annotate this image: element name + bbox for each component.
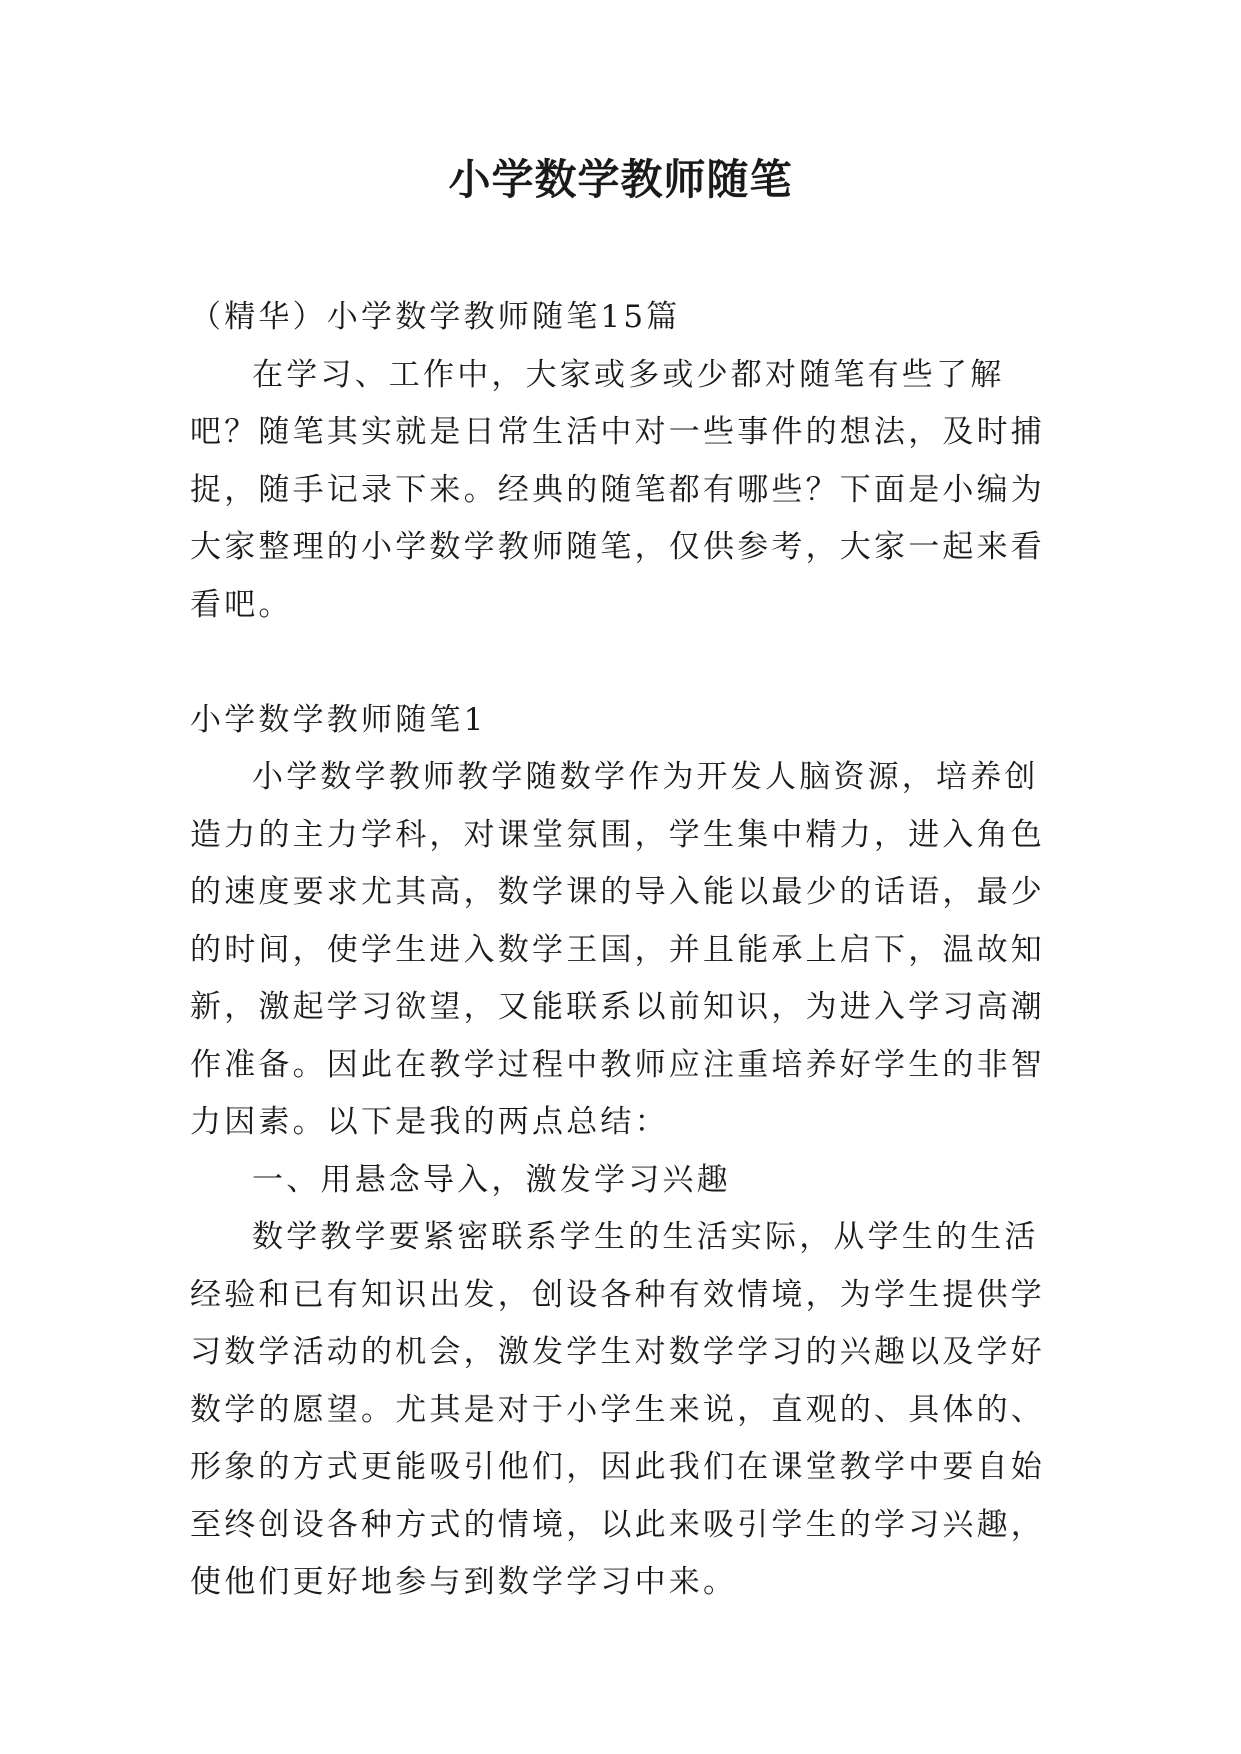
- body-paragraph: 数学教学要紧密联系学生的生活实际，从学生的生活经验和已有知识出发，创设各种有效情境，为学生提供学习数学活动的机会，激发学生对数学学习的兴趣以及学好数学的愿望。尤其是对于小学生来说，直观的、具体的、形象的方式更能吸引他们，因此我们在课堂教学中要自始至终创设各种方式的情境，以此来吸引学生的学习兴趣，使他们更好地参与到数学学习中来。: [190, 1219, 1045, 1600]
- section-heading: 小学数学教师随笔1: [190, 701, 487, 738]
- document-title: 小学数学教师随笔: [448, 155, 793, 204]
- intro-paragraph: 在学习、工作中，大家或多或少都对随笔有些了解吧？随笔其实就是日常生活中对一些事件的想法，及时捕捉，随手记录下来。经典的随笔都有哪些？下面是小编为大家整理的小学数学教师随笔，仅供参考，大家一起来看看吧。: [190, 356, 1045, 623]
- body-paragraph: 小学数学教师教学随数学作为开发人脑资源，培养创造力的主力学科，对课堂氛围，学生集中精力，进入角色的速度要求尤其高，数学课的导入能以最少的话语，最少的时间，使学生进入数学王国，并且能承上启下，温故知新，激起学习欲望，又能联系以前知识，为进入学习高潮作准备。因此在教学过程中教师应注重培养好学生的非智力因素。以下是我的两点总结：: [190, 759, 1045, 1140]
- paragraph-gap: [190, 634, 1050, 692]
- document-body: [190, 289, 1050, 1612]
- document-subtitle: （精华）小学数学教师随笔15篇: [190, 299, 681, 335]
- subheading: 一、用悬念导入，激发学习兴趣: [252, 1161, 731, 1198]
